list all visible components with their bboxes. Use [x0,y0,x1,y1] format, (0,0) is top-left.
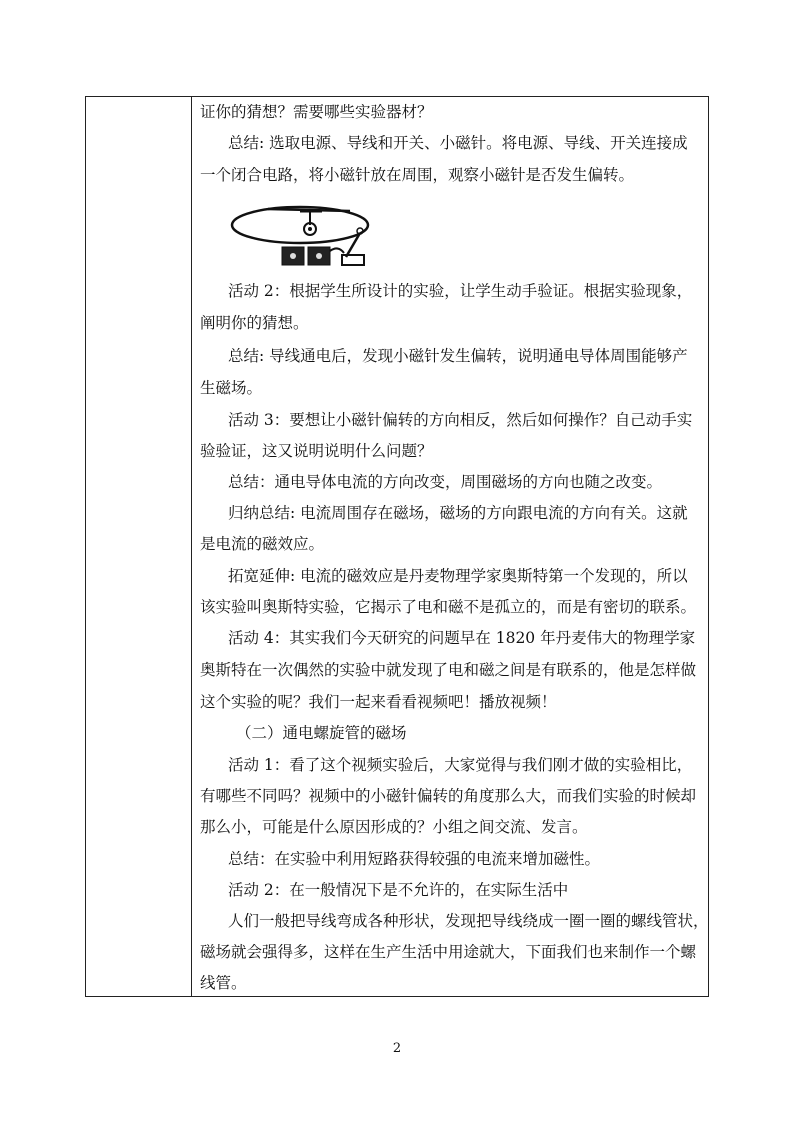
section-heading: （二）通电螺旋管的磁场 [236,724,407,742]
text-line: 活动 3：要想让小磁针偏转的方向相反，然后如何操作？自己动手实 [228,411,693,429]
text-line: 总结: 导线通电后，发现小磁针发生偏转，说明通电导体周围能够产 [228,347,688,365]
text-line: 磁场就会强得多，这样在生产生活中用途就大，下面我们也来制作一个螺 [200,943,697,961]
text-line: 总结：通电导体电流的方向改变，周围磁场的方向也随之改变。 [228,473,663,491]
text-line: 验验证，这又说明说明什么问题？ [200,442,433,460]
text-line: 活动 2：根据学生所设计的实验，让学生动手验证。根据实验现象， [228,282,693,300]
column-divider [191,97,192,996]
text-line: 活动 2：在一般情况下是不允许的，在实际生活中 [228,881,569,899]
text-line: 有哪些不同吗？视频中的小磁针偏转的角度那么大，而我们实验的时候却 [200,787,697,805]
text-line: 一个闭合电路，将小磁针放在周围，观察小磁针是否发生偏转。 [200,166,635,184]
page-number: 2 [392,1041,402,1056]
text-line: 阐明你的猜想。 [200,314,309,332]
text-line: 证你的猜想？需要哪些实验器材？ [200,103,433,121]
wire-to-switch [330,248,344,253]
text-line: 活动 1：看了这个视频实验后，大家觉得与我们刚才做的实验相比， [228,756,693,774]
text-line: 拓宽延伸: 电流的磁效应是丹麦物理学家奥斯特第一个发现的，所以 [228,567,688,585]
text-line: 归纳总结: 电流周围存在磁场，磁场的方向跟电流的方向有关。这就 [228,504,688,522]
text-line: 这个实验的呢？我们一起来看看视频吧！播放视频！ [200,693,557,711]
text-line: 人们一般把导线弯成各种形状，发现把导线绕成一圈一圈的螺线管状， [228,912,709,930]
text-line: 那么小，可能是什么原因形成的？小组之间交流、发言。 [200,818,588,836]
text-line: 总结: 选取电源、导线和开关、小磁针。将电源、导线、开关连接成 [228,134,688,152]
text-line: 奥斯特在一次偶然的实验中就发现了电和磁之间是有联系的，他是怎样做 [200,661,697,679]
text-line: 生磁场。 [200,379,263,397]
text-line: 总结：在实验中利用短路获得较强的电流来增加磁性。 [228,850,601,868]
text-line: 活动 4：其实我们今天研究的问题早在 1820 年丹麦伟大的物理学家 [228,629,696,647]
text-line: 该实验叫奥斯特实验，它揭示了电和磁不是孤立的，而是有密切的联系。 [200,598,697,616]
text-line: 线管。 [200,974,247,992]
text-line: 是电流的磁效应。 [200,535,325,553]
oersted-experiment-figure [230,201,370,271]
lesson-table [85,96,709,997]
